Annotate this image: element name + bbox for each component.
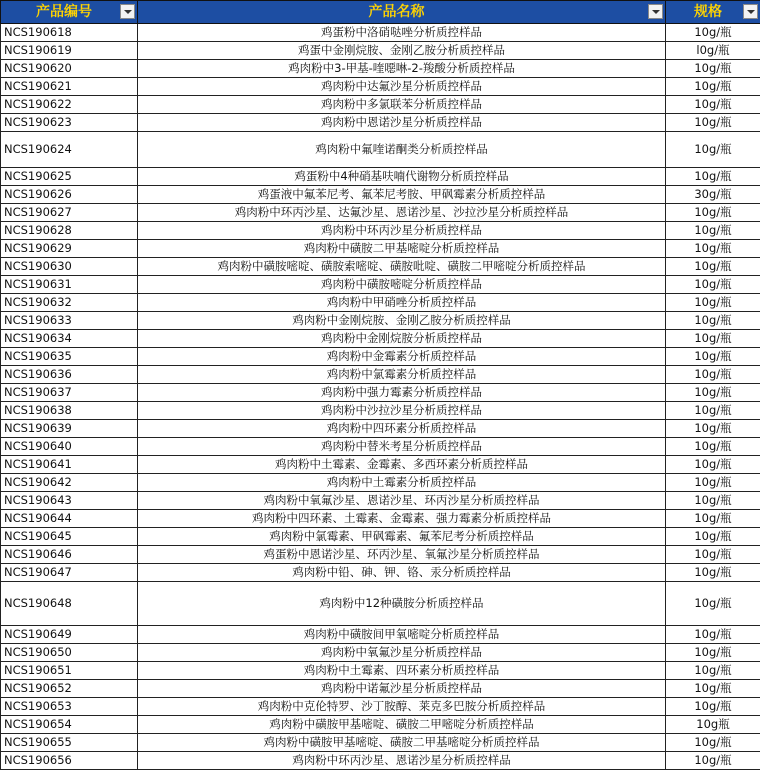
product-name-cell[interactable]: 鸡肉粉中达氟沙星分析质控样品 (138, 78, 666, 96)
product-name-cell[interactable]: 鸡肉粉中磺胺嘧啶、磺胺索嘧啶、磺胺吡啶、磺胺二甲嘧啶分析质控样品 (138, 258, 666, 276)
table-row (1, 420, 760, 438)
spec-cell[interactable]: 10g/瓶 (666, 510, 760, 528)
product-name-cell[interactable]: 鸡肉粉中土霉素、四环素分析质控样品 (138, 662, 666, 680)
table-row (1, 546, 760, 564)
spec-cell[interactable]: 10g/瓶 (666, 456, 760, 474)
product-code-cell[interactable]: NCS190642 (1, 474, 138, 492)
product-code-cell[interactable]: NCS190631 (1, 276, 138, 294)
spec-cell[interactable]: 10g/瓶 (666, 402, 760, 420)
spec-cell[interactable]: 10g/瓶 (666, 734, 760, 752)
header-product-name (138, 1, 666, 24)
product-code-cell[interactable]: NCS190640 (1, 438, 138, 456)
spec-cell[interactable]: 10g/瓶 (666, 582, 760, 626)
spec-cell[interactable]: 10g/瓶 (666, 204, 760, 222)
table-row (1, 644, 760, 662)
product-code-cell[interactable]: NCS190655 (1, 734, 138, 752)
product-code-cell[interactable]: NCS190653 (1, 698, 138, 716)
table-row (1, 680, 760, 698)
product-name-cell[interactable]: 鸡肉粉中磺胺二甲基嘧啶分析质控样品 (138, 240, 666, 258)
product-code-cell[interactable]: NCS190637 (1, 384, 138, 402)
table-row (1, 204, 760, 222)
table-row (1, 564, 760, 582)
spec-cell[interactable]: 10g/瓶 (666, 330, 760, 348)
spec-cell[interactable]: 10g/瓶 (666, 240, 760, 258)
product-code-cell[interactable]: NCS190624 (1, 132, 138, 168)
table-row (1, 752, 760, 770)
header-product-name-label: 产品名称 (368, 4, 425, 20)
product-name-cell[interactable]: 鸡肉粉中氯霉素、甲砜霉素、氟苯尼考分析质控样品 (138, 528, 666, 546)
product-name-cell[interactable]: 鸡肉粉中金霉素分析质控样品 (138, 348, 666, 366)
spec-cell[interactable]: 10g/瓶 (666, 626, 760, 644)
spec-cell[interactable]: 10g/瓶 (666, 24, 760, 42)
table-row (1, 168, 760, 186)
product-name-cell[interactable]: 鸡蛋粉中恩诺沙星、环丙沙星、氧氟沙星分析质控样品 (138, 546, 666, 564)
product-name-cell[interactable]: 鸡肉粉中3-甲基-喹噁啉-2-羧酸分析质控样品 (138, 60, 666, 78)
product-name-cell[interactable]: 鸡肉粉中环丙沙星、恩诺沙星分析质控样品 (138, 752, 666, 770)
header-product-code-label: 产品编号 (36, 4, 92, 20)
product-name-cell[interactable]: 鸡肉粉中铅、砷、钾、铬、汞分析质控样品 (138, 564, 666, 582)
product-code-cell[interactable]: NCS190648 (1, 582, 138, 626)
table-row (1, 626, 760, 644)
product-code-cell[interactable]: NCS190634 (1, 330, 138, 348)
filter-dropdown-icon[interactable] (648, 4, 663, 19)
product-code-cell[interactable]: NCS190643 (1, 492, 138, 510)
filter-dropdown-icon[interactable] (743, 4, 758, 19)
product-code-cell[interactable]: NCS190647 (1, 564, 138, 582)
product-name-cell[interactable]: 鸡肉粉中磺胺间甲氧嘧啶分析质控样品 (138, 626, 666, 644)
product-code-cell[interactable]: NCS190629 (1, 240, 138, 258)
product-code-cell[interactable]: NCS190633 (1, 312, 138, 330)
spec-cell[interactable]: 10g/瓶 (666, 644, 760, 662)
spec-cell[interactable]: 30g/瓶 (666, 186, 760, 204)
product-code-cell[interactable]: NCS190644 (1, 510, 138, 528)
table-row (1, 662, 760, 680)
product-code-cell[interactable]: NCS190638 (1, 402, 138, 420)
spec-cell[interactable]: 10g/瓶 (666, 96, 760, 114)
table-body (1, 24, 760, 770)
product-name-cell[interactable]: 鸡肉粉中沙拉沙星分析质控样品 (138, 402, 666, 420)
table-row (1, 312, 760, 330)
product-code-cell[interactable]: NCS190639 (1, 420, 138, 438)
product-code-cell[interactable]: NCS190620 (1, 60, 138, 78)
spec-cell[interactable]: 10g/瓶 (666, 698, 760, 716)
header-product-code (1, 1, 138, 24)
table-row (1, 474, 760, 492)
product-code-cell[interactable]: NCS190621 (1, 78, 138, 96)
spec-cell[interactable]: 10g/瓶 (666, 474, 760, 492)
product-name-cell[interactable]: 鸡蛋粉中4种硝基呋喃代谢物分析质控样品 (138, 168, 666, 186)
product-name-cell[interactable]: 鸡肉粉中磺胺甲基嘧啶、磺胺二甲基嘧啶分析质控样品 (138, 734, 666, 752)
product-code-cell[interactable]: NCS190635 (1, 348, 138, 366)
product-name-cell[interactable]: 鸡肉粉中四环素、土霉素、金霉素、强力霉素分析质控样品 (138, 510, 666, 528)
spec-cell[interactable]: 10g/瓶 (666, 752, 760, 770)
table-row (1, 132, 760, 168)
spec-cell[interactable]: 10g/瓶 (666, 680, 760, 698)
product-code-cell[interactable]: NCS190641 (1, 456, 138, 474)
spec-cell[interactable]: 10g/瓶 (666, 276, 760, 294)
product-name-cell[interactable]: 鸡肉粉中环丙沙星分析质控样品 (138, 222, 666, 240)
filter-dropdown-icon[interactable] (120, 4, 135, 19)
product-code-cell[interactable]: NCS190656 (1, 752, 138, 770)
table-row (1, 348, 760, 366)
spec-cell[interactable]: 10g/瓶 (666, 438, 760, 456)
product-code-cell[interactable]: NCS190619 (1, 42, 138, 60)
product-code-cell[interactable]: NCS190625 (1, 168, 138, 186)
table-row (1, 402, 760, 420)
product-code-cell[interactable]: NCS190650 (1, 644, 138, 662)
table-row (1, 582, 760, 626)
spec-cell[interactable]: 10g/瓶 (666, 348, 760, 366)
spec-cell[interactable]: 10g/瓶 (666, 528, 760, 546)
header-spec (666, 1, 760, 24)
spec-cell[interactable]: 10g/瓶 (666, 366, 760, 384)
table-row (1, 366, 760, 384)
spec-cell[interactable]: 10g瓶 (666, 716, 760, 734)
product-name-cell[interactable]: 鸡肉粉中强力霉素分析质控样品 (138, 384, 666, 402)
table-row (1, 510, 760, 528)
product-code-cell[interactable]: NCS190649 (1, 626, 138, 644)
spec-cell[interactable]: 10g/瓶 (666, 384, 760, 402)
spec-cell[interactable]: 10g/瓶 (666, 546, 760, 564)
product-name-cell[interactable]: 鸡肉粉中诺氟沙星分析质控样品 (138, 680, 666, 698)
table-row (1, 24, 760, 42)
product-code-cell[interactable]: NCS190627 (1, 204, 138, 222)
product-name-cell[interactable]: 鸡肉粉中环丙沙星、达氟沙星、恩诺沙星、沙拉沙星分析质控样品 (138, 204, 666, 222)
product-name-cell[interactable]: 鸡肉粉中氧氟沙星分析质控样品 (138, 644, 666, 662)
product-name-cell[interactable]: 鸡肉粉中氟喹诺酮类分析质控样品 (138, 132, 666, 168)
spec-cell[interactable]: 10g/瓶 (666, 492, 760, 510)
spec-cell[interactable]: 10g/瓶 (666, 168, 760, 186)
product-name-cell[interactable]: 鸡肉粉中四环素分析质控样品 (138, 420, 666, 438)
table-row (1, 438, 760, 456)
product-name-cell[interactable]: 鸡肉粉中磺胺甲基嘧啶、磺胺二甲嘧啶分析质控样品 (138, 716, 666, 734)
table-row (1, 222, 760, 240)
spec-cell[interactable]: l0g/瓶 (666, 42, 760, 60)
table-row (1, 698, 760, 716)
header-row (1, 1, 760, 24)
product-code-cell[interactable]: NCS190651 (1, 662, 138, 680)
product-code-cell[interactable]: NCS190626 (1, 186, 138, 204)
product-name-cell[interactable]: 鸡肉粉中金刚烷胺分析质控样品 (138, 330, 666, 348)
table-row (1, 384, 760, 402)
spec-cell[interactable]: 10g/瓶 (666, 258, 760, 276)
spec-cell[interactable]: 10g/瓶 (666, 294, 760, 312)
product-code-cell[interactable]: NCS190622 (1, 96, 138, 114)
spec-cell[interactable]: 10g/瓶 (666, 132, 760, 168)
table-row (1, 330, 760, 348)
product-code-cell[interactable]: NCS190646 (1, 546, 138, 564)
product-name-cell[interactable]: 鸡肉粉中甲硝唑分析质控样品 (138, 294, 666, 312)
product-name-cell[interactable]: 鸡肉粉中12种磺胺分析质控样品 (138, 582, 666, 626)
product-code-cell[interactable]: NCS190630 (1, 258, 138, 276)
table-row (1, 96, 760, 114)
product-code-cell[interactable]: NCS190636 (1, 366, 138, 384)
product-name-cell[interactable]: 鸡蛋液中氟苯尼考、氟苯尼考胺、甲砜霉素分析质控样品 (138, 186, 666, 204)
table-row (1, 492, 760, 510)
product-name-cell[interactable]: 鸡肉粉中多氯联苯分析质控样品 (138, 96, 666, 114)
product-code-cell[interactable]: NCS190623 (1, 114, 138, 132)
product-name-cell[interactable]: 鸡肉粉中氯霉素分析质控样品 (138, 366, 666, 384)
product-code-cell[interactable]: NCS190645 (1, 528, 138, 546)
spec-cell[interactable]: 10g/瓶 (666, 222, 760, 240)
table-row (1, 294, 760, 312)
table-row (1, 60, 760, 78)
table-row (1, 456, 760, 474)
product-name-cell[interactable]: 鸡肉粉中恩诺沙星分析质控样品 (138, 114, 666, 132)
spec-cell[interactable]: 10g/瓶 (666, 78, 760, 96)
product-code-cell[interactable]: NCS190632 (1, 294, 138, 312)
header-spec-label: 规格 (694, 4, 722, 20)
spec-cell[interactable]: 10g/瓶 (666, 60, 760, 78)
product-name-cell[interactable]: 鸡蛋中金刚烷胺、金刚乙胺分析质控样品 (138, 42, 666, 60)
table-row (1, 528, 760, 546)
product-name-cell[interactable]: 鸡肉粉中土霉素、金霉素、多西环素分析质控样品 (138, 456, 666, 474)
table-row (1, 240, 760, 258)
product-name-cell[interactable]: 鸡肉粉中替米考星分析质控样品 (138, 438, 666, 456)
product-code-cell[interactable]: NCS190654 (1, 716, 138, 734)
spec-cell[interactable]: 10g/瓶 (666, 662, 760, 680)
product-name-cell[interactable]: 鸡肉粉中磺胺嘧啶分析质控样品 (138, 276, 666, 294)
table-row (1, 258, 760, 276)
table-row (1, 716, 760, 734)
table-row (1, 114, 760, 132)
table-row (1, 78, 760, 96)
product-name-cell[interactable]: 鸡蛋粉中洛硝哒唑分析质控样品 (138, 24, 666, 42)
product-code-cell[interactable]: NCS190628 (1, 222, 138, 240)
spec-cell[interactable]: 10g/瓶 (666, 312, 760, 330)
table-row (1, 734, 760, 752)
spec-cell[interactable]: 10g/瓶 (666, 564, 760, 582)
product-name-cell[interactable]: 鸡肉粉中克伦特罗、沙丁胺醇、莱克多巴胺分析质控样品 (138, 698, 666, 716)
table-row (1, 276, 760, 294)
product-code-cell[interactable]: NCS190652 (1, 680, 138, 698)
spec-cell[interactable]: 10g/瓶 (666, 420, 760, 438)
product-name-cell[interactable]: 鸡肉粉中土霉素分析质控样品 (138, 474, 666, 492)
table-row (1, 42, 760, 60)
product-code-cell[interactable]: NCS190618 (1, 24, 138, 42)
table-row (1, 186, 760, 204)
product-name-cell[interactable]: 鸡肉粉中氧氟沙星、恩诺沙星、环丙沙星分析质控样品 (138, 492, 666, 510)
product-name-cell[interactable]: 鸡肉粉中金刚烷胺、金刚乙胺分析质控样品 (138, 312, 666, 330)
spec-cell[interactable]: 10g/瓶 (666, 114, 760, 132)
